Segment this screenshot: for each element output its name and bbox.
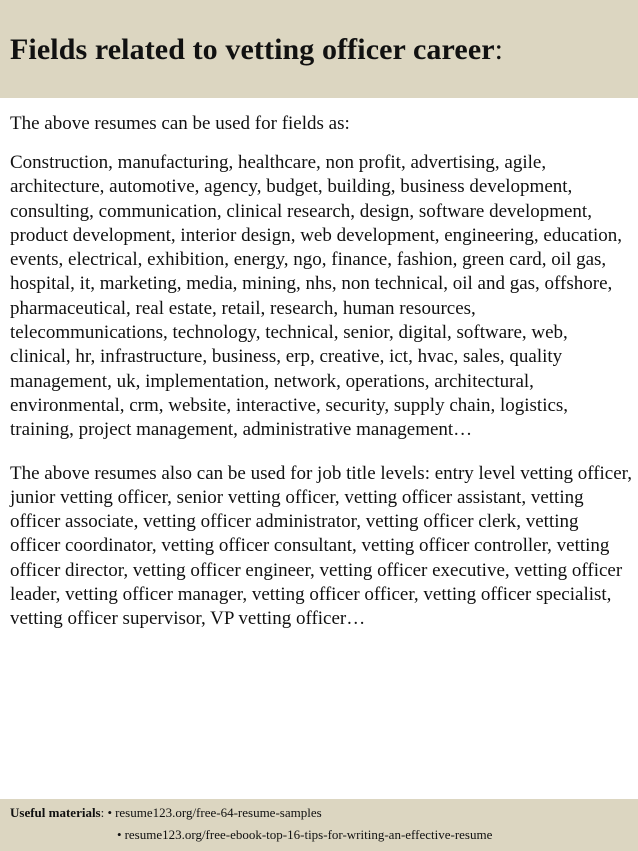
intro-text: The above resumes can be used for fields as: [10, 113, 350, 134]
header-band [0, 0, 638, 98]
useful-materials-colon: : [100, 805, 105, 820]
job-titles-paragraph: The above resumes also can be used for job title levels: entry level vetting officer, junior vetting officer, senior vetting officer, vetting officer assistant, vetting officer associate, vetting officer administrator, vetting officer clerk, vetting officer coordinator, vetting officer consultant, vetting officer controller, vetting officer director, vetting officer engineer, vetting officer executive, vetting officer leader, vetting officer manager, vetting officer officer, vetting officer specialist, vetting officer supervisor, VP vetting officer… [10, 462, 632, 630]
footer-band [0, 799, 638, 851]
page-title [10, 32, 638, 68]
fields-paragraph: Construction, manufacturing, healthcare, non profit, advertising, agile, architecture, automotive, agency, budget, building, business development, consulting, communication, clinical research, design, software development, product development, interior design, web development, engineering, education, events, electrical, exhibition, energy, ngo, finance, fashion, green card, oil gas, hospital, it, marketing, media, mining, nhs, non technical, oil and gas, offshore, pharmaceutical, real estate, retail, research, human resources, telecommunications, technology, technical, senior, digital, software, web, clinical, hr, infrastructure, business, erp, creative, ict, hvac, sales, quality management, uk, implementation, network, operations, architectural, environmental, crm, website, interactive, security, supply chain, logistics, training, project management, administrative management… [10, 152, 623, 441]
bullet-icon: • [107, 805, 113, 820]
footer-row-2 [117, 825, 492, 845]
main-content [10, 112, 632, 632]
page-title-colon: : [494, 33, 504, 66]
resource-link-1[interactable]: resume123.org/free-64-resume-samples [115, 805, 322, 820]
useful-materials-label: Useful materials [10, 805, 101, 820]
bullet-icon: • [117, 827, 122, 842]
resource-link-2[interactable]: resume123.org/free-ebook-top-16-tips-for-writing-an-effective-resume [124, 827, 493, 842]
footer-row-1 [10, 803, 322, 823]
page-title-text: Fields related to vetting officer career [10, 33, 495, 66]
